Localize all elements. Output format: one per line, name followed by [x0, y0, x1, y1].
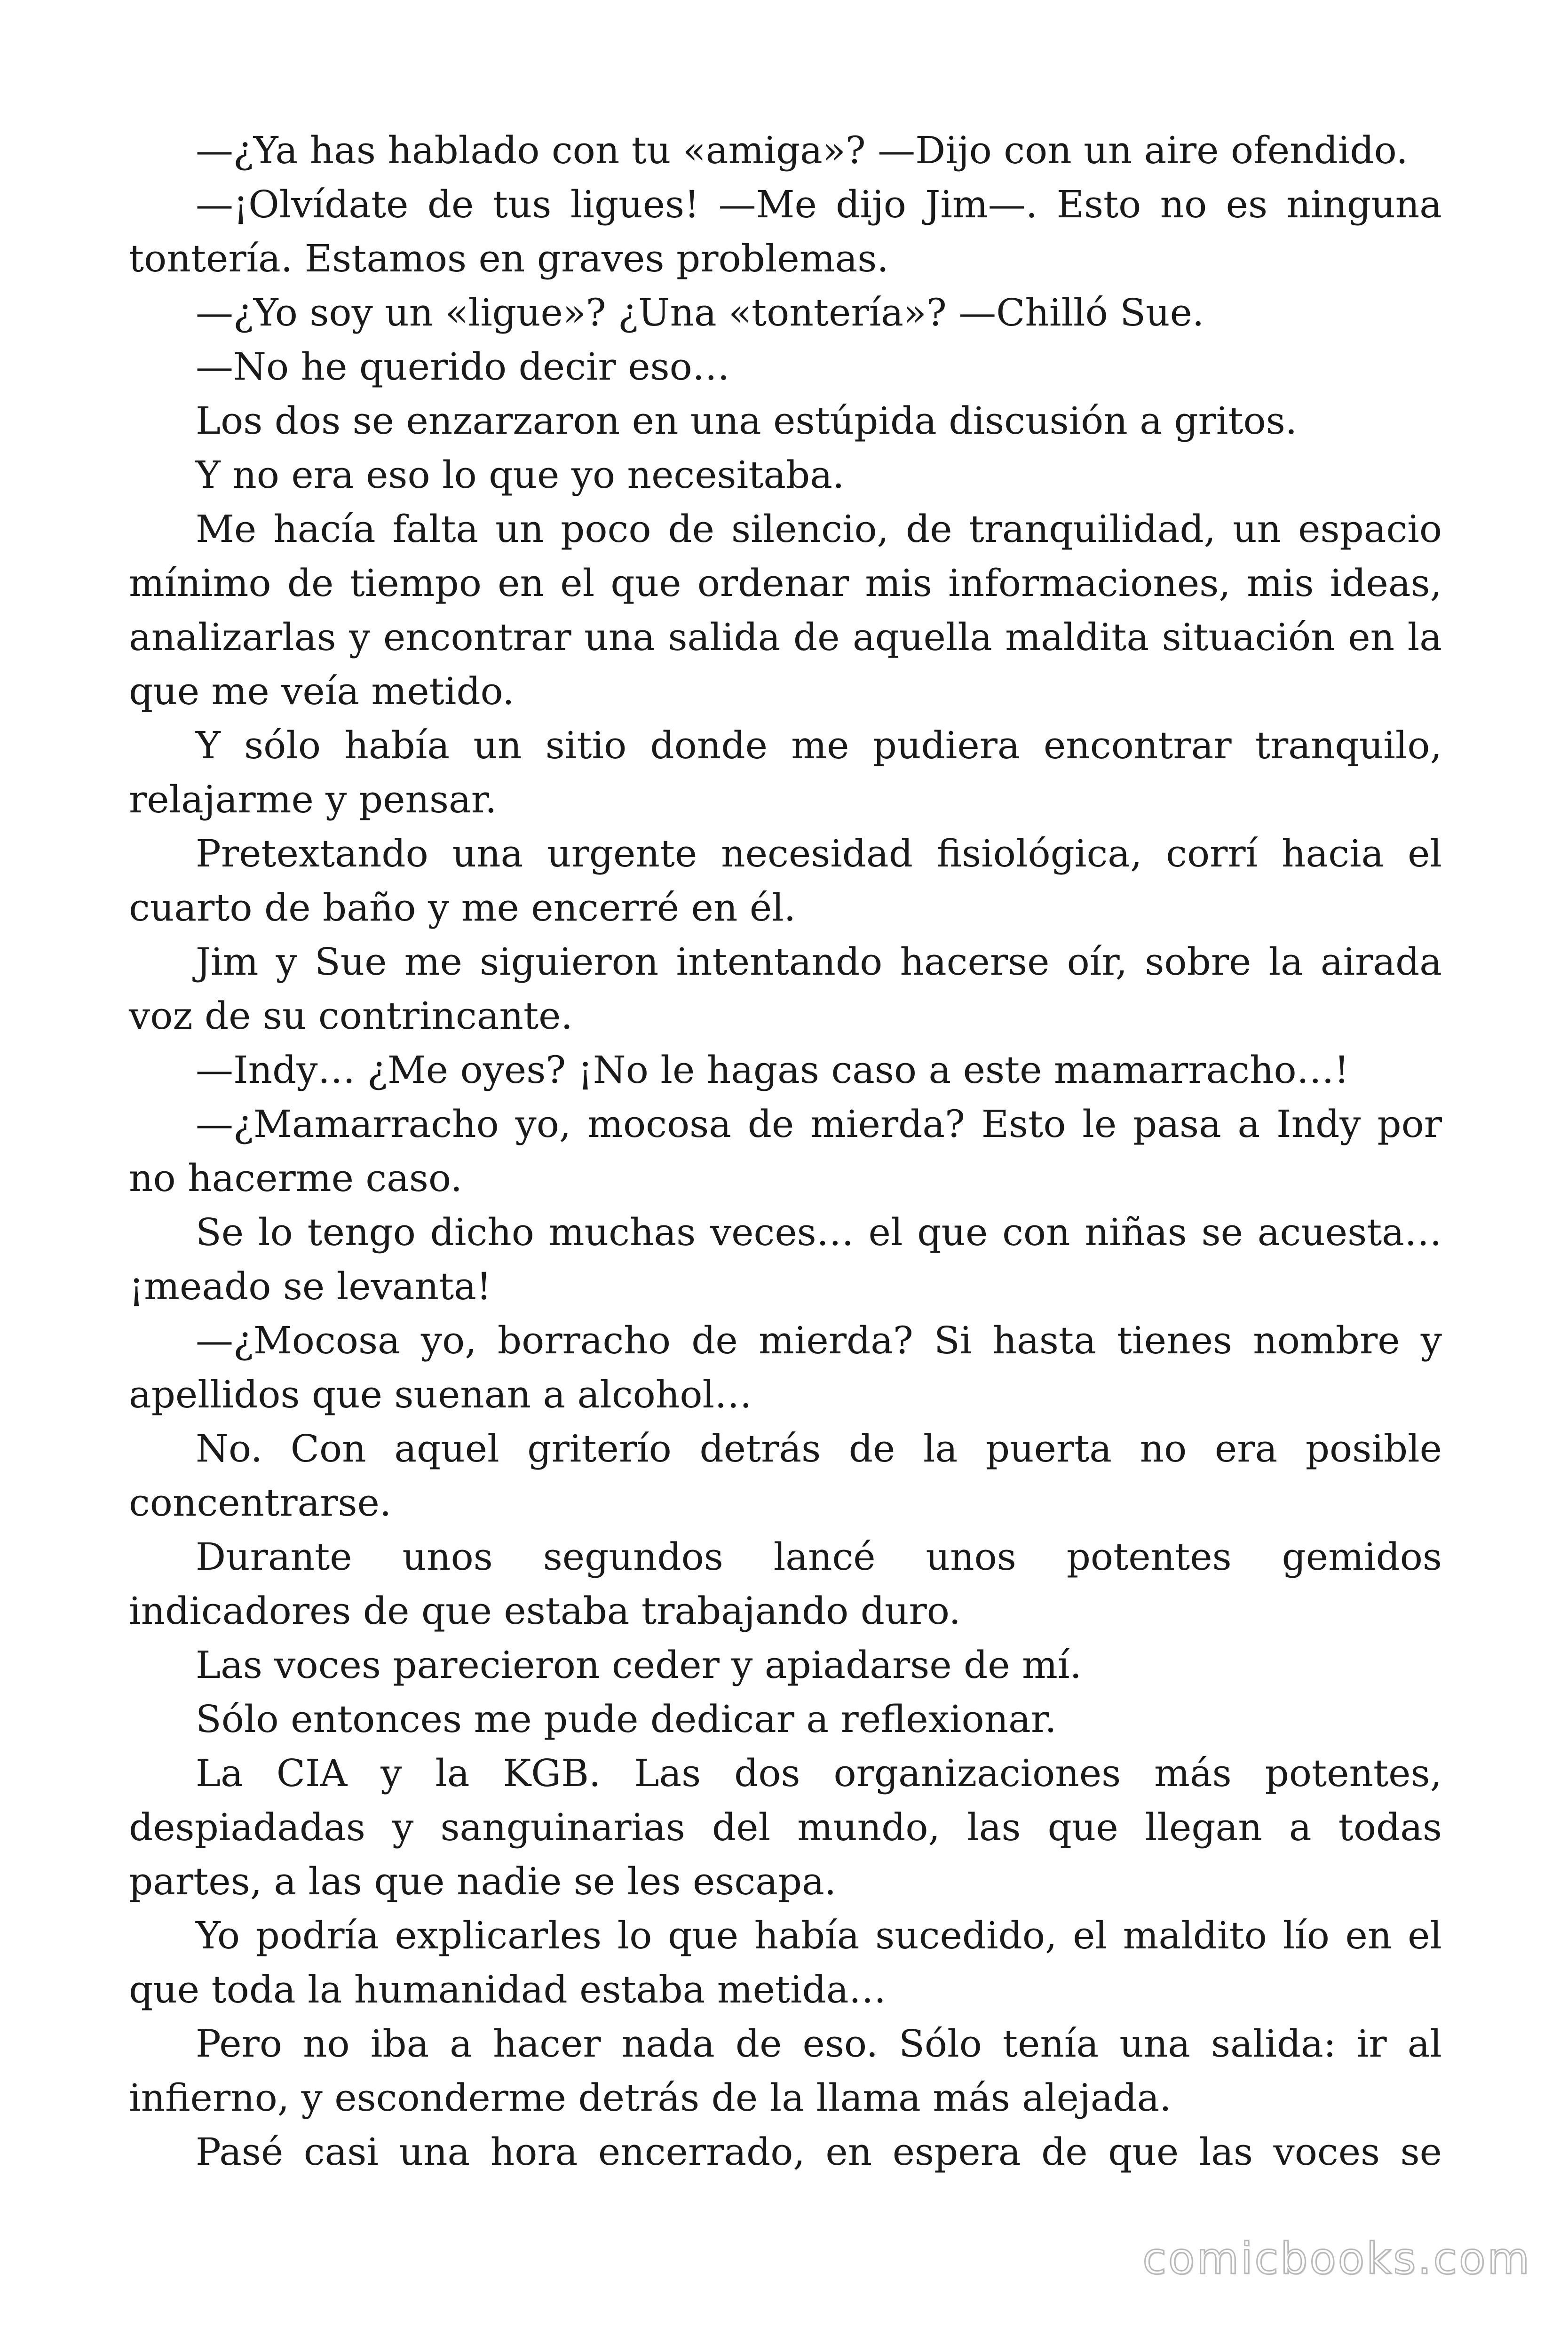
- watermark: comicbooks.com: [1142, 2233, 1531, 2284]
- paragraph: —¿Yo soy un «ligue»? ¿Una «tontería»? —Chilló Sue.: [196, 291, 1204, 334]
- paragraph: Y sólo había un sitio donde me pudiera encontrar tranquilo, relajarme y pensar.: [129, 723, 1442, 821]
- paragraph: —¿Mamarracho yo, mocosa de mierda? Esto le pasa a Indy por no hacerme caso.: [129, 1102, 1442, 1200]
- paragraph: Pero no iba a hacer nada de eso. Sólo tenía una salida: ir al infierno, y esconderme detrás de la llama más alejada.: [129, 2022, 1442, 2120]
- paragraph: Durante unos segundos lancé unos potentes gemidos indicadores de que estaba trabajando duro.: [129, 1535, 1442, 1633]
- paragraph: —¡Olvídate de tus ligues! —Me dijo Jim—. Esto no es ninguna tontería. Estamos en graves problemas.: [129, 183, 1442, 280]
- paragraph: Yo podría explicarles lo que había sucedido, el maldito lío en el que toda la humanidad estaba metida…: [129, 1914, 1442, 2011]
- paragraph: Se lo tengo dicho muchas veces… el que con niñas se acuesta… ¡meado se levanta!: [129, 1210, 1442, 1308]
- paragraph: —¿Ya has hablado con tu «amiga»? —Dijo con un aire ofendido.: [196, 128, 1408, 172]
- paragraph: La CIA y la KGB. Las dos organizaciones más potentes, despiadadas y sanguinarias del mundo, las que llegan a todas partes, a las que nadie se les escapa.: [129, 1751, 1442, 1903]
- paragraph: Y no era eso lo que yo necesitaba.: [196, 453, 845, 497]
- paragraph: Las voces parecieron ceder y apiadarse de mí.: [196, 1643, 1082, 1687]
- paragraph: Pretextando una urgente necesidad fisiológica, corrí hacia el cuarto de baño y me encerré en él.: [129, 832, 1442, 930]
- paragraph: Jim y Sue me siguieron intentando hacerse oír, sobre la airada voz de su contrincante.: [129, 940, 1442, 1038]
- paragraph: Me hacía falta un poco de silencio, de tranquilidad, un espacio mínimo de tiempo en el que ordenar mis informaciones, mis ideas, analizarlas y encontrar una salida de aquella maldita situación en la que me veía metido.: [129, 507, 1442, 713]
- paragraph: No. Con aquel griterío detrás de la puerta no era posible concentrarse.: [129, 1427, 1442, 1525]
- body-text: [129, 123, 1442, 2179]
- paragraph: Los dos se enzarzaron en una estúpida discusión a gritos.: [196, 399, 1298, 443]
- paragraph: Pasé casi una hora encerrado, en espera de que las voces se: [196, 2130, 1442, 2174]
- paragraph: Sólo entonces me pude dedicar a reflexionar.: [196, 1697, 1057, 1741]
- paragraph: —Indy… ¿Me oyes? ¡No le hagas caso a este mamarracho…!: [196, 1048, 1349, 1092]
- paragraph: —No he querido decir eso…: [196, 345, 730, 389]
- paragraph: —¿Mocosa yo, borracho de mierda? Si hasta tienes nombre y apellidos que suenan a alcohol…: [129, 1319, 1442, 1416]
